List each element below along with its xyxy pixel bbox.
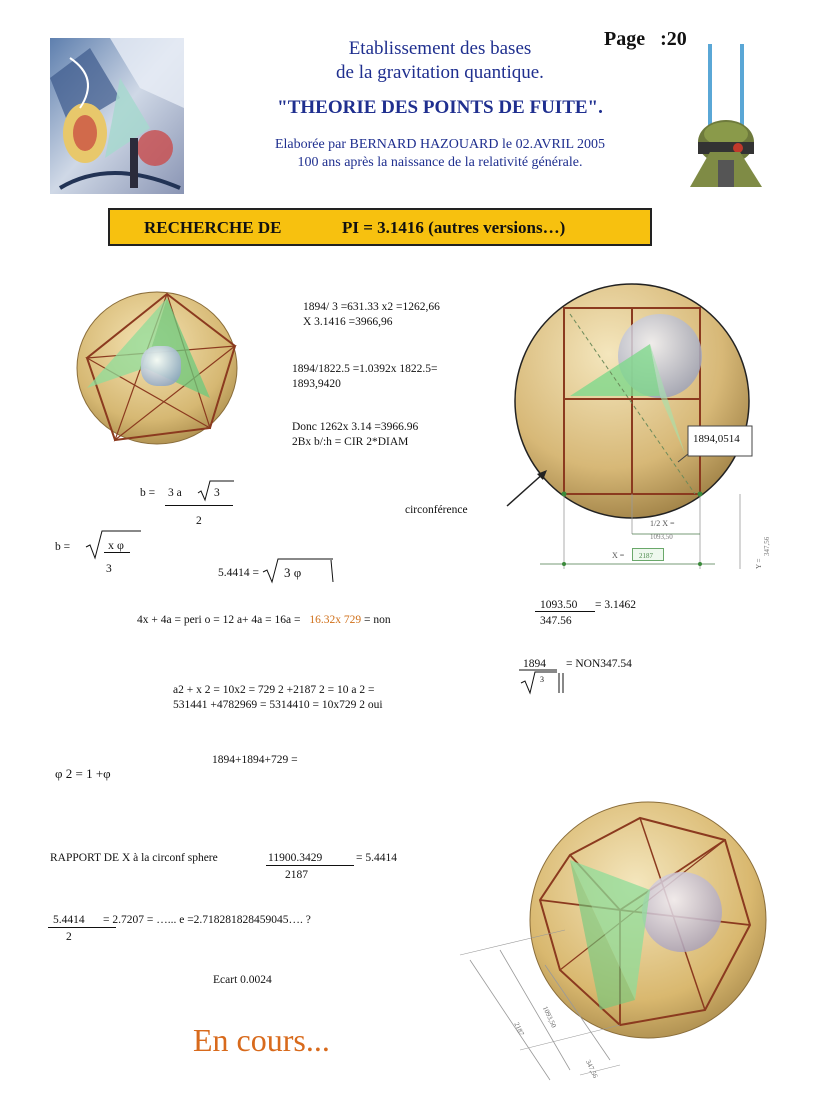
ratio-den: 347.56	[540, 615, 572, 627]
calc-line-1a: 1894/ 3 =631.33 x2 =1262,66	[303, 301, 440, 313]
a2-line-1: a2 + x 2 = 10x2 = 729 2 +2187 2 = 10 a 2 =	[173, 684, 375, 696]
painting-illustration	[50, 38, 184, 194]
e-num: 5.4414	[53, 914, 85, 926]
formula-b1	[140, 486, 182, 500]
half-x-label: 1/2 X =	[650, 519, 675, 528]
circumference-arrow	[505, 468, 550, 508]
dim-label-3: 347,56	[583, 1058, 600, 1080]
header-line2: de la gravitation quantique.	[336, 62, 544, 83]
page-number: :20	[660, 28, 687, 50]
perimeter-line	[137, 613, 391, 627]
y-value: 347,56	[763, 536, 771, 556]
calc-line-1b: X 3.1416 =3966,96	[303, 316, 393, 328]
y-label: Y =	[755, 558, 763, 569]
half-x-value: 1093,50	[650, 533, 673, 541]
status-en-cours: En cours...	[193, 1022, 330, 1058]
formula-b2-root: x φ	[108, 538, 124, 552]
x-label: X =	[612, 551, 625, 560]
fraction-bar-b2	[104, 552, 130, 553]
e-fraction-bar	[48, 927, 116, 928]
value-label-1894: 1894,0514	[693, 433, 740, 445]
formula-b1-root: 3	[214, 487, 220, 499]
sphere-figure-1	[75, 288, 240, 448]
x-value-box	[632, 548, 664, 561]
fraction-bar-b1	[165, 505, 233, 506]
page-indicator	[604, 28, 687, 51]
calc-line-3b: 2Bx b/:h = CIR 2*DIAM	[292, 436, 409, 448]
formula-b1-den: 2	[196, 515, 202, 527]
calc-line-3a: Donc 1262x 3.14 =3966.96	[292, 421, 419, 433]
phi-line: φ 2 = 1 +φ	[55, 766, 111, 781]
banner-left-text: RECHERCHE DE	[144, 218, 282, 237]
calc-line-2b: 1893,9420	[292, 378, 341, 390]
sphere-figure-3	[460, 800, 780, 1090]
calc-line-2a: 1894/1822.5 =1.0392x 1822.5=	[292, 363, 438, 375]
research-banner	[108, 208, 652, 246]
perimeter-c: = non	[363, 614, 391, 626]
rapport-prefix: RAPPORT DE X à la circonf sphere	[50, 852, 218, 864]
header-theory: "THEORIE DES POINTS DE FUITE".	[277, 97, 603, 118]
ratio-fraction-bar	[535, 611, 595, 612]
ecart-line: Ecart 0.0024	[213, 974, 272, 986]
ratio-eq: = 3.1462	[595, 599, 636, 611]
header-subtitle: 100 ans après la naissance de la relativité générale.	[297, 155, 583, 170]
sum-line: 1894+1894+729 =	[212, 754, 298, 766]
a2-line-2: 531441 +4782969 = 5314410 = 10x729 2 oui	[173, 699, 383, 711]
rapport-den: 2187	[285, 869, 308, 881]
x-value: 2187	[639, 552, 653, 560]
circonference-label: circonférence	[405, 504, 468, 516]
header-line1: Etablissement des bases	[348, 38, 532, 59]
e-rest: = 2.7207 = …... e =2.718281828459045…. ?	[103, 914, 311, 926]
rapport-num: 11900.3429	[268, 852, 323, 864]
banner-right-text: PI = 3.1416 (autres versions…)	[342, 218, 566, 237]
robot-illustration	[680, 42, 770, 187]
perimeter-a: 4x + 4a = peri o = 12 a+ 4a = 16a =	[137, 614, 301, 626]
root-eq-body: 3 φ	[284, 565, 302, 580]
perimeter-b: 16.32x 729	[309, 614, 362, 626]
formula-b2-den: 3	[106, 563, 112, 575]
dim-label-1: 2187	[512, 1020, 526, 1038]
rapport-eq: = 5.4414	[356, 852, 397, 864]
ratio-num: 1093.50	[540, 599, 578, 611]
sphere-figure-2	[500, 284, 800, 584]
non-root: 3	[540, 675, 544, 684]
non-eq: = NON347.54	[566, 658, 632, 670]
rapport-fraction-bar	[266, 865, 354, 866]
root-eq-prefix: 5.4414 =	[218, 567, 259, 579]
dim-label-2: 1093,50	[540, 1005, 558, 1029]
page-label: Page	[604, 28, 646, 50]
formula-b1-num: 3 a	[168, 487, 182, 499]
non-num: 1894	[523, 658, 546, 670]
e-den: 2	[66, 931, 72, 943]
formula-b1-prefix: b =	[140, 487, 156, 499]
formula-b2-prefix: b =	[55, 541, 71, 553]
header-author: Elaborée par BERNARD HAZOUARD le 02.AVRIL 2005	[274, 137, 606, 152]
